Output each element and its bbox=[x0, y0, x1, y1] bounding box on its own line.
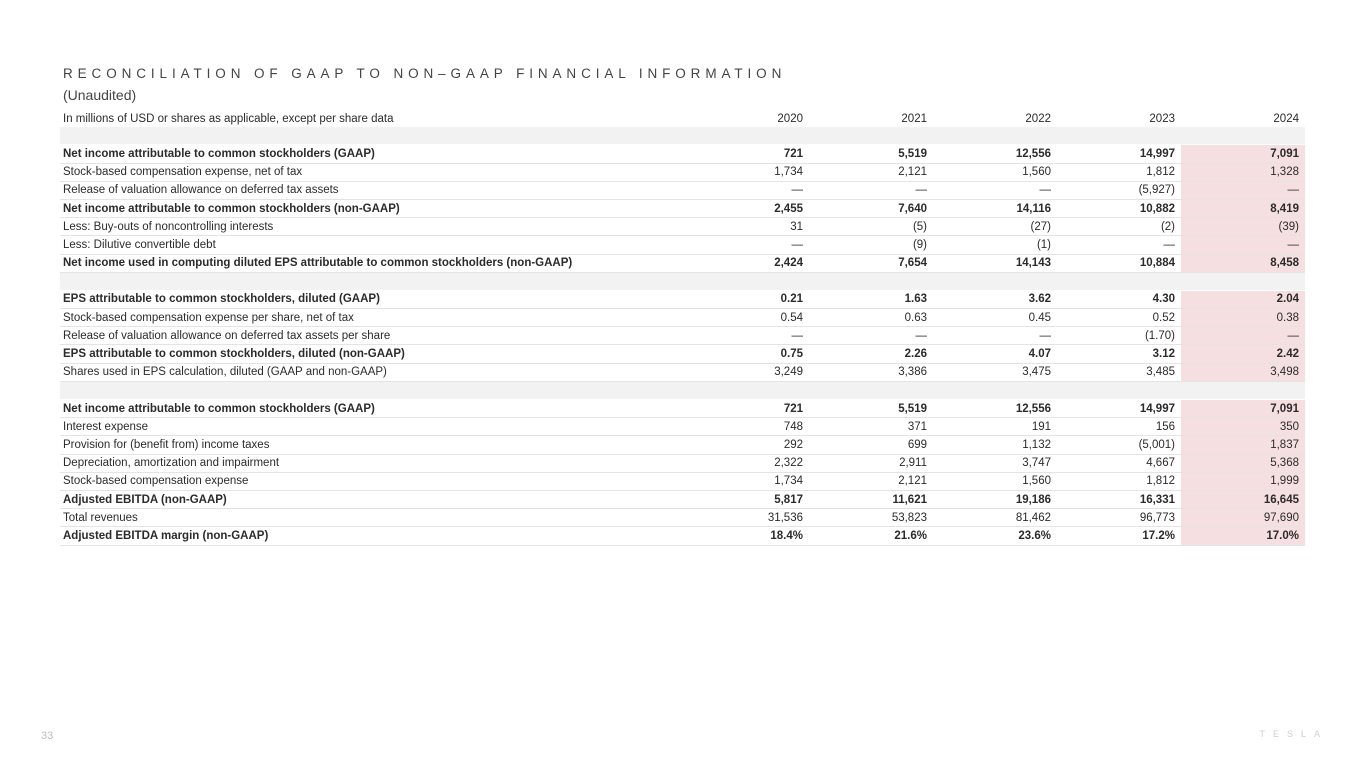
value-cell-2020: 1,734 bbox=[685, 472, 809, 490]
value-cell-2020: 2,455 bbox=[685, 199, 809, 217]
table-row bbox=[60, 454, 1305, 472]
value-cell-2020: 721 bbox=[685, 400, 809, 418]
table-row bbox=[60, 345, 1305, 363]
spacer-cell bbox=[1181, 381, 1305, 399]
value-cell-2020: 31,536 bbox=[685, 509, 809, 527]
year-header-2021: 2021 bbox=[901, 112, 927, 125]
value-cell-2024: 8,419 bbox=[1181, 199, 1305, 217]
value-cell-2021: — bbox=[809, 181, 933, 199]
row-label: EPS attributable to common stockholders, diluted (GAAP) bbox=[60, 290, 685, 308]
brand-logo: TESLA bbox=[1259, 729, 1328, 739]
table-row bbox=[60, 327, 1305, 345]
reconciliation-table bbox=[60, 110, 1305, 546]
value-cell-2023: (1.70) bbox=[1057, 327, 1181, 345]
value-cell-2022: (1) bbox=[933, 236, 1057, 254]
value-cell-2024: — bbox=[1181, 327, 1305, 345]
value-cell-2024: 17.0% bbox=[1181, 527, 1305, 545]
value-cell-2022: 12,556 bbox=[933, 400, 1057, 418]
row-label: Total revenues bbox=[60, 509, 685, 527]
value-cell-2024: — bbox=[1181, 236, 1305, 254]
value-cell-2024: 1,837 bbox=[1181, 436, 1305, 454]
spacer-cell bbox=[933, 381, 1057, 399]
value-cell-2020: — bbox=[685, 327, 809, 345]
row-label: Release of valuation allowance on deferred tax assets per share bbox=[60, 327, 685, 345]
spacer-cell bbox=[809, 127, 933, 145]
value-cell-2022: 1,560 bbox=[933, 472, 1057, 490]
value-cell-2022: — bbox=[933, 327, 1057, 345]
table-body bbox=[60, 127, 1305, 545]
value-cell-2021: 21.6% bbox=[809, 527, 933, 545]
value-cell-2023: 156 bbox=[1057, 418, 1181, 436]
value-cell-2020: 1,734 bbox=[685, 163, 809, 181]
value-cell-2023: 1,812 bbox=[1057, 163, 1181, 181]
value-cell-2023: 16,331 bbox=[1057, 490, 1181, 508]
value-cell-2023: (5,927) bbox=[1057, 181, 1181, 199]
row-label: Net income attributable to common stockholders (non-GAAP) bbox=[60, 199, 685, 217]
value-cell-2021: 2.26 bbox=[809, 345, 933, 363]
year-header-2023: 2023 bbox=[1149, 112, 1175, 125]
row-label: Stock-based compensation expense per share, net of tax bbox=[60, 309, 685, 327]
value-cell-2020: 2,322 bbox=[685, 454, 809, 472]
row-label: Interest expense bbox=[60, 418, 685, 436]
page-subtitle: (Unaudited) bbox=[63, 87, 137, 103]
value-cell-2023: 4.30 bbox=[1057, 290, 1181, 308]
value-cell-2021: 53,823 bbox=[809, 509, 933, 527]
value-cell-2020: 5,817 bbox=[685, 490, 809, 508]
value-cell-2023: 14,997 bbox=[1057, 145, 1181, 163]
value-cell-2022: 81,462 bbox=[933, 509, 1057, 527]
value-cell-2022: 23.6% bbox=[933, 527, 1057, 545]
spacer-cell bbox=[685, 127, 809, 145]
table-row bbox=[60, 527, 1305, 545]
value-cell-2022: 12,556 bbox=[933, 145, 1057, 163]
value-cell-2023: 10,882 bbox=[1057, 199, 1181, 217]
row-label: Stock-based compensation expense bbox=[60, 472, 685, 490]
spacer-cell bbox=[1057, 127, 1181, 145]
value-cell-2023: 10,884 bbox=[1057, 254, 1181, 272]
table-row bbox=[60, 199, 1305, 217]
value-cell-2021: 0.63 bbox=[809, 309, 933, 327]
value-cell-2021: 699 bbox=[809, 436, 933, 454]
value-cell-2022: 1,132 bbox=[933, 436, 1057, 454]
value-cell-2022: (27) bbox=[933, 218, 1057, 236]
value-cell-2023: 96,773 bbox=[1057, 509, 1181, 527]
value-cell-2021: (5) bbox=[809, 218, 933, 236]
row-label: Provision for (benefit from) income taxes bbox=[60, 436, 685, 454]
table-row bbox=[60, 254, 1305, 272]
spacer-cell bbox=[685, 381, 809, 399]
table-row bbox=[60, 218, 1305, 236]
value-cell-2020: 721 bbox=[685, 145, 809, 163]
table-row bbox=[60, 509, 1305, 527]
spacer-cell bbox=[1181, 127, 1305, 145]
value-cell-2024: 2.42 bbox=[1181, 345, 1305, 363]
table-row bbox=[60, 309, 1305, 327]
table-row bbox=[60, 490, 1305, 508]
value-cell-2024: 2.04 bbox=[1181, 290, 1305, 308]
row-label: Less: Buy-outs of noncontrolling interests bbox=[60, 218, 685, 236]
section-spacer-row bbox=[60, 272, 1305, 290]
spacer-cell bbox=[1181, 272, 1305, 290]
year-header-2020: 2020 bbox=[777, 112, 803, 125]
value-cell-2022: 14,143 bbox=[933, 254, 1057, 272]
page-title: RECONCILIATION OF GAAP TO NON–GAAP FINANCIAL INFORMATION bbox=[63, 66, 787, 81]
value-cell-2023: 3.12 bbox=[1057, 345, 1181, 363]
value-cell-2020: 292 bbox=[685, 436, 809, 454]
section-spacer-row bbox=[60, 381, 1305, 399]
value-cell-2024: 0.38 bbox=[1181, 309, 1305, 327]
value-cell-2024: 5,368 bbox=[1181, 454, 1305, 472]
value-cell-2024: 350 bbox=[1181, 418, 1305, 436]
table-row bbox=[60, 145, 1305, 163]
value-cell-2024: 7,091 bbox=[1181, 400, 1305, 418]
table-row bbox=[60, 400, 1305, 418]
value-cell-2021: 5,519 bbox=[809, 145, 933, 163]
spacer-cell bbox=[1057, 272, 1181, 290]
value-cell-2021: 7,654 bbox=[809, 254, 933, 272]
row-label: Release of valuation allowance on deferred tax assets bbox=[60, 181, 685, 199]
value-cell-2024: (39) bbox=[1181, 218, 1305, 236]
value-cell-2024: 8,458 bbox=[1181, 254, 1305, 272]
value-cell-2020: 2,424 bbox=[685, 254, 809, 272]
value-cell-2023: (2) bbox=[1057, 218, 1181, 236]
value-cell-2021: (9) bbox=[809, 236, 933, 254]
table-row bbox=[60, 290, 1305, 308]
table-row bbox=[60, 363, 1305, 381]
spacer-cell bbox=[809, 381, 933, 399]
row-label: Adjusted EBITDA (non-GAAP) bbox=[60, 490, 685, 508]
value-cell-2021: — bbox=[809, 327, 933, 345]
value-cell-2021: 7,640 bbox=[809, 199, 933, 217]
value-cell-2022: 14,116 bbox=[933, 199, 1057, 217]
row-label: EPS attributable to common stockholders, diluted (non-GAAP) bbox=[60, 345, 685, 363]
value-cell-2021: 1.63 bbox=[809, 290, 933, 308]
spacer-cell bbox=[1057, 381, 1181, 399]
table-row bbox=[60, 472, 1305, 490]
row-label: Less: Dilutive convertible debt bbox=[60, 236, 685, 254]
row-label: Stock-based compensation expense, net of tax bbox=[60, 163, 685, 181]
year-header-2024: 2024 bbox=[1273, 112, 1299, 125]
value-cell-2023: (5,001) bbox=[1057, 436, 1181, 454]
value-cell-2024: 1,999 bbox=[1181, 472, 1305, 490]
spacer-cell bbox=[933, 272, 1057, 290]
value-cell-2021: 2,911 bbox=[809, 454, 933, 472]
value-cell-2022: 19,186 bbox=[933, 490, 1057, 508]
value-cell-2022: 3.62 bbox=[933, 290, 1057, 308]
value-cell-2022: 0.45 bbox=[933, 309, 1057, 327]
value-cell-2024: 7,091 bbox=[1181, 145, 1305, 163]
spacer-cell bbox=[685, 272, 809, 290]
table-row bbox=[60, 236, 1305, 254]
spacer-cell bbox=[60, 272, 685, 290]
value-cell-2023: 1,812 bbox=[1057, 472, 1181, 490]
spacer-cell bbox=[60, 127, 685, 145]
table-row bbox=[60, 436, 1305, 454]
value-cell-2021: 3,386 bbox=[809, 363, 933, 381]
row-label: Net income attributable to common stockholders (GAAP) bbox=[60, 145, 685, 163]
spacer-cell bbox=[933, 127, 1057, 145]
value-cell-2021: 5,519 bbox=[809, 400, 933, 418]
value-cell-2024: 1,328 bbox=[1181, 163, 1305, 181]
spacer-cell bbox=[60, 381, 685, 399]
value-cell-2023: 0.52 bbox=[1057, 309, 1181, 327]
row-label: Net income attributable to common stockholders (GAAP) bbox=[60, 400, 685, 418]
table-row bbox=[60, 418, 1305, 436]
value-cell-2024: 97,690 bbox=[1181, 509, 1305, 527]
value-cell-2020: 3,249 bbox=[685, 363, 809, 381]
row-label: Net income used in computing diluted EPS attributable to common stockholders (non-GAAP) bbox=[60, 254, 685, 272]
value-cell-2024: 16,645 bbox=[1181, 490, 1305, 508]
spacer-cell bbox=[809, 272, 933, 290]
value-cell-2024: — bbox=[1181, 181, 1305, 199]
value-cell-2022: 3,475 bbox=[933, 363, 1057, 381]
value-cell-2020: 0.54 bbox=[685, 309, 809, 327]
row-label: Depreciation, amortization and impairment bbox=[60, 454, 685, 472]
value-cell-2020: 0.75 bbox=[685, 345, 809, 363]
value-cell-2023: — bbox=[1057, 236, 1181, 254]
year-header-2022: 2022 bbox=[1025, 112, 1051, 125]
value-cell-2022: 191 bbox=[933, 418, 1057, 436]
value-cell-2022: 4.07 bbox=[933, 345, 1057, 363]
value-cell-2020: 18.4% bbox=[685, 527, 809, 545]
value-cell-2021: 11,621 bbox=[809, 490, 933, 508]
section-spacer-row bbox=[60, 127, 1305, 145]
value-cell-2022: 1,560 bbox=[933, 163, 1057, 181]
value-cell-2020: — bbox=[685, 181, 809, 199]
row-label: Adjusted EBITDA margin (non-GAAP) bbox=[60, 527, 685, 545]
value-cell-2020: 0.21 bbox=[685, 290, 809, 308]
value-cell-2023: 3,485 bbox=[1057, 363, 1181, 381]
table-header-row bbox=[60, 110, 1305, 127]
value-cell-2021: 371 bbox=[809, 418, 933, 436]
value-cell-2021: 2,121 bbox=[809, 163, 933, 181]
value-cell-2024: 3,498 bbox=[1181, 363, 1305, 381]
value-cell-2021: 2,121 bbox=[809, 472, 933, 490]
row-label: Shares used in EPS calculation, diluted (GAAP and non-GAAP) bbox=[60, 363, 685, 381]
value-cell-2020: 748 bbox=[685, 418, 809, 436]
value-cell-2020: — bbox=[685, 236, 809, 254]
value-cell-2022: 3,747 bbox=[933, 454, 1057, 472]
value-cell-2023: 4,667 bbox=[1057, 454, 1181, 472]
table-row bbox=[60, 163, 1305, 181]
value-cell-2022: — bbox=[933, 181, 1057, 199]
table-row bbox=[60, 181, 1305, 199]
value-cell-2020: 31 bbox=[685, 218, 809, 236]
value-cell-2023: 17.2% bbox=[1057, 527, 1181, 545]
value-cell-2023: 14,997 bbox=[1057, 400, 1181, 418]
label-column-header: In millions of USD or shares as applicable, except per share data bbox=[63, 112, 394, 125]
page-number: 33 bbox=[41, 730, 54, 742]
